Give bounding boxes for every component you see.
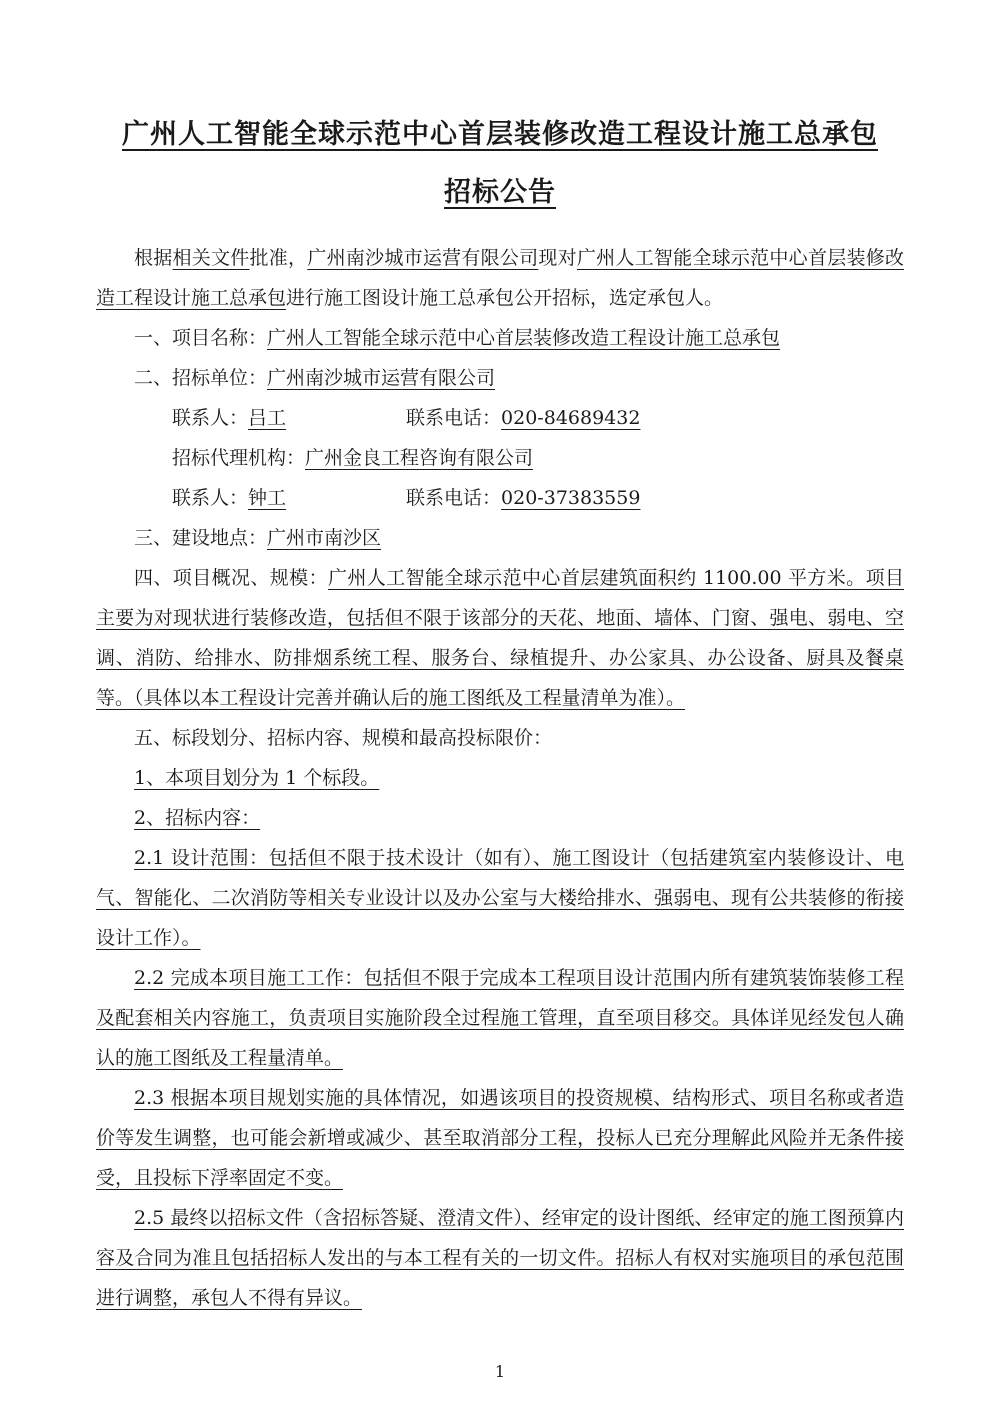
page-number: 1 — [494, 1362, 506, 1381]
section-location: 三、建设地点：广州市南沙区 — [134, 527, 382, 549]
document-subtitle: 招标公告 — [444, 177, 556, 208]
document-title: 广州人工智能全球示范中心首层装修改造工程设计施工总承包 — [122, 119, 878, 150]
section-overview: 四、项目概况、规模：广州人工智能全球示范中心首层建筑面积约 1100.00 平方米。项目主要为对现状进行装修改造，包括但不限于该部分的天花、地面、墙体、门窗、强电、弱电、空调、消防、给排水、防排烟系统工程、服务台、绿植提升、办公家具、办公设备、厨具及餐桌等。（具体以本工程设计完善并确认后的施工图纸及工程量清单为准）。 — [96, 567, 904, 709]
tender-agent: 招标代理机构：广州金良工程咨询有限公司 — [172, 447, 534, 469]
tenderer-contact: 联系人：吕工 联系电话：020-84689432 — [172, 407, 641, 429]
section-project-name: 一、项目名称：广州人工智能全球示范中心首层装修改造工程设计施工总承包 — [134, 327, 781, 349]
section-lots: 五、标段划分、招标内容、规模和最高投标限价： — [134, 727, 553, 749]
document-body — [96, 238, 904, 1318]
scope-2-1: 2.1 设计范围：包括但不限于技术设计（如有）、施工图设计（包括建筑室内装修设计、电气、智能化、二次消防等相关专业设计以及办公室与大楼给排水、强弱电、现有公共装修的衔接设计工作）。 — [96, 847, 904, 949]
section-tenderer: 二、招标单位：广州南沙城市运营有限公司 — [134, 367, 496, 389]
scope-2-3: 2.3 根据本项目规划实施的具体情况，如遇该项目的投资规模、结构形式、项目名称或者造价等发生调整，也可能会新增或减少、甚至取消部分工程，投标人已充分理解此风险并无条件接受，且投标下浮率固定不变。 — [96, 1087, 904, 1189]
scope-2-5: 2.5 最终以招标文件（含招标答疑、澄清文件）、经审定的设计图纸、经审定的施工图预算内容及合同为准且包括招标人发出的与本工程有关的一切文件。招标人有权对实施项目的承包范围进行调整，承包人不得有异议。 — [96, 1207, 904, 1309]
lot-item-2: 2、招标内容： — [134, 807, 261, 829]
scope-2-2: 2.2 完成本项目施工工作：包括但不限于完成本工程项目设计范围内所有建筑装饰装修工程及配套相关内容施工，负责项目实施阶段全过程施工管理，直至项目移交。具体详见经发包人确认的施工图纸及工程量清单。 — [96, 967, 904, 1069]
agent-contact: 联系人：钟工 联系电话：020-37383559 — [172, 487, 641, 509]
lot-item-1: 1、本项目划分为 1 个标段。 — [134, 767, 380, 789]
intro-paragraph: 根据相关文件批准，广州南沙城市运营有限公司现对广州人工智能全球示范中心首层装修改造工程设计施工总承包进行施工图设计施工总承包公开招标，选定承包人。 — [96, 247, 904, 309]
